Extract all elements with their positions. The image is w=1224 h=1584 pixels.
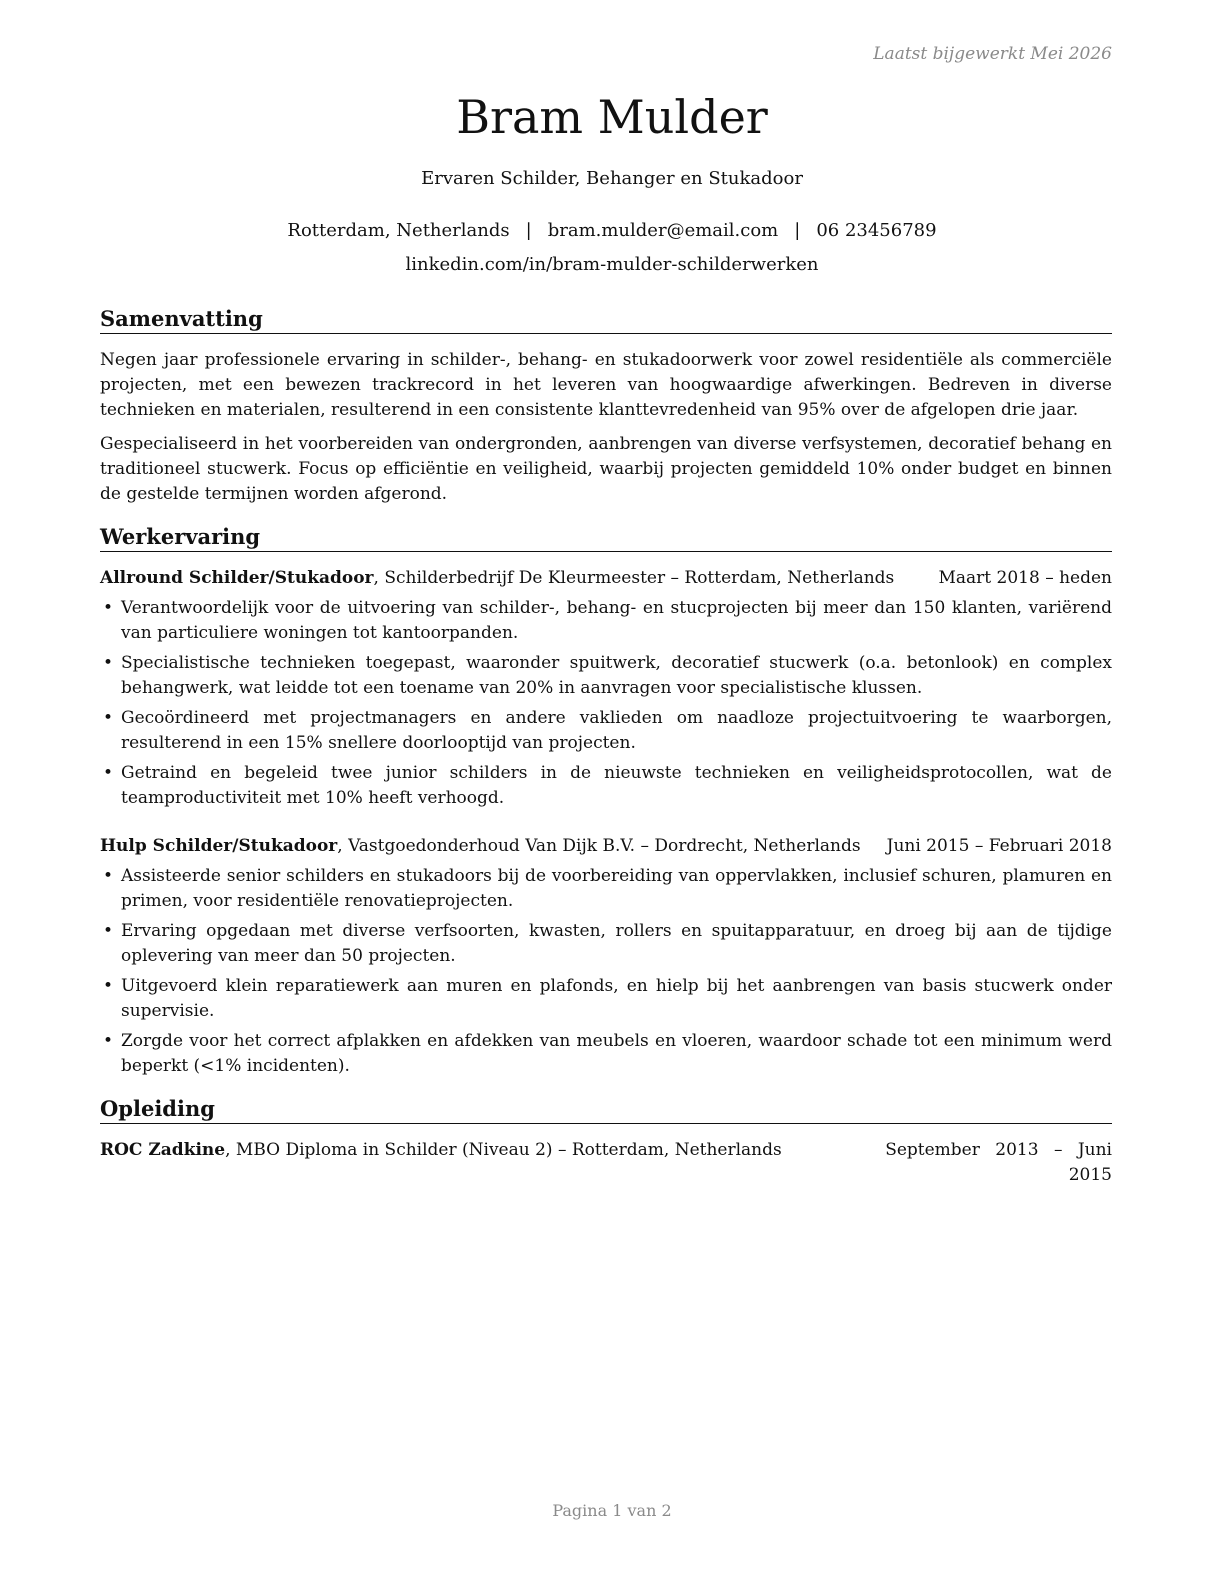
section-title-experience: Werkervaring [100, 524, 1112, 552]
bullet-text: Ervaring opgedaan met diverse verfsoorten, kwasten, rollers en spuitapparatuur, en droeg bij aan de tijdige oplevering van meer dan 50 projecten. [121, 921, 1112, 966]
list-item [100, 919, 1112, 969]
section-title-summary: Samenvatting [100, 306, 1112, 334]
job-role: Hulp Schilder/Stukadoor [100, 836, 338, 856]
bullet-icon: • [103, 598, 114, 618]
summary-paragraph: Gespecialiseerd in het voorbereiden van ondergronden, aanbrengen van diverse verfsystemen, decoratief behang en traditioneel stucwerk. Focus op efficiëntie en veiligheid, waarbij projecten gemiddeld 10% onder budget en binnen de gestelde termijnen worden afgerond. [100, 434, 1112, 504]
page-number: Pagina 1 van 2 [552, 1501, 672, 1520]
list-item [100, 1029, 1112, 1079]
job-bullets [100, 864, 1112, 1084]
bullet-text: Verantwoordelijk voor de uitvoering van schilder-, behang- en stucprojecten bij meer dan 150 klanten, variërend van particuliere woningen tot kantoorpanden. [121, 598, 1112, 643]
bullet-icon: • [103, 708, 114, 728]
bullet-icon: • [103, 921, 114, 941]
job-company: , Vastgoedonderhoud Van Dijk B.V. – Dordrecht, Netherlands [337, 836, 861, 856]
contact-email[interactable]: bram.mulder@email.com [547, 220, 779, 241]
education-details: , MBO Diploma in Schilder (Niveau 2) – Rotterdam, Netherlands [225, 1140, 782, 1160]
bullet-icon: • [103, 976, 114, 996]
job-role-line [100, 834, 861, 859]
job-header [100, 566, 1112, 591]
education-dates: September 2013 – Juni 2015 [885, 1140, 1112, 1185]
job-bullets [100, 596, 1112, 816]
last-updated-note: Laatst bijgewerkt Mei 2026 [873, 44, 1112, 64]
contact-separator: | [794, 220, 801, 241]
job-dates: Juni 2015 – Februari 2018 [886, 836, 1112, 856]
bullet-text: Assisteerde senior schilders en stukadoors bij de voorbereiding van oppervlakken, inclusief schuren, plamuren en primen, voor residentiële renovatieprojecten. [121, 866, 1112, 911]
bullet-text: Specialistische technieken toegepast, waaronder spuitwerk, decoratief stucwerk (o.a. betonlook) en complex behangwerk, wat leidde tot een toename van 20% in aanvragen voor specialistische klussen. [121, 653, 1112, 698]
bullet-text: Getraind en begeleid twee junior schilders in de nieuwste technieken en veiligheidsprotocollen, wat de teamproductiviteit met 10% heeft verhoogd. [121, 763, 1112, 808]
list-item [100, 651, 1112, 701]
education-line [100, 1140, 782, 1160]
contact-line [0, 219, 1224, 243]
education-school: ROC Zadkine [100, 1140, 226, 1160]
job-company: , Schilderbedrijf De Kleurmeester – Rotterdam, Netherlands [373, 568, 895, 588]
list-item [100, 706, 1112, 756]
contact-phone: 06 23456789 [816, 220, 937, 241]
bullet-icon: • [103, 653, 114, 673]
contact-location: Rotterdam, Netherlands [287, 220, 510, 241]
bullet-icon: • [103, 866, 114, 886]
contact-linkedin[interactable]: linkedin.com/in/bram-mulder-schilderwerken [405, 254, 819, 275]
bullet-text: Uitgevoerd klein reparatiewerk aan muren en plafonds, en hielp bij het aanbrengen van basis stucwerk onder supervisie. [121, 976, 1112, 1021]
candidate-title: Ervaren Schilder, Behanger en Stukadoor [421, 168, 803, 189]
list-item [100, 761, 1112, 811]
job-header [100, 834, 1112, 859]
bullet-icon: • [103, 1031, 114, 1051]
section-title-education: Opleiding [100, 1096, 1112, 1124]
summary-paragraph: Negen jaar professionele ervaring in schilder-, behang- en stukadoorwerk voor zowel residentiële als commerciële projecten, met een bewezen trackrecord in het leveren van hoogwaardige afwerkingen. Bedreven in diverse technieken en materialen, resulterend in een consistente klanttevredenheid van 95% over de afgelopen drie jaar. [100, 350, 1112, 420]
contact-separator: | [525, 220, 532, 241]
list-item [100, 596, 1112, 646]
candidate-name: Bram Mulder [456, 90, 768, 144]
job-role: Allround Schilder/Stukadoor [100, 568, 374, 588]
bullet-icon: • [103, 763, 114, 783]
bullet-text: Zorgde voor het correct afplakken en afdekken van meubels en vloeren, waardoor schade tot een minimum werd beperkt (<1% incidenten). [121, 1031, 1112, 1076]
bullet-text: Gecoördineerd met projectmanagers en andere vaklieden om naadloze projectuitvoering te waarborgen, resulterend in een 15% snellere doorlooptijd van projecten. [121, 708, 1112, 753]
job-role-line [100, 566, 894, 591]
job-dates: Maart 2018 – heden [938, 568, 1112, 588]
education-entry [100, 1138, 1112, 1185]
list-item [100, 864, 1112, 914]
list-item [100, 974, 1112, 1024]
